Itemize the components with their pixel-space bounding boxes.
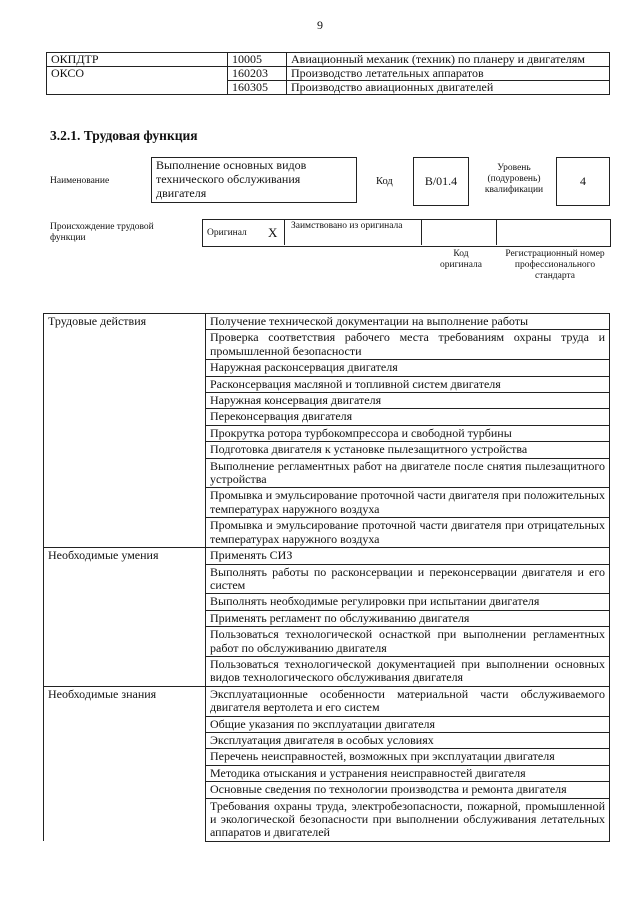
requirement-item: Получение технической документации на выполнение работы xyxy=(206,314,610,330)
requirement-item: Промывка и эмульсирование проточной части двигателя при отрицательных температурах наружного воздуха xyxy=(206,518,610,548)
divider xyxy=(496,219,497,245)
name-label: Наименование xyxy=(50,176,110,186)
requirement-item: Перечень неисправностей, возможных при эксплуатации двигателя xyxy=(206,749,610,765)
reg-number-label: Регистрационный номер профессионального стандарта xyxy=(505,249,605,281)
category-label: Необходимые знания xyxy=(44,686,206,841)
requirement-item: Пользоваться технологической документацией при выполнении основных видов технологического обслуживания двигателя xyxy=(206,656,610,686)
requirement-item: Выполнение регламентных работ на двигателе после снятия пылезащитного устройства xyxy=(206,458,610,488)
code-value: 10005 xyxy=(228,53,287,67)
table-row xyxy=(47,53,610,67)
borrowed-label: Заимствовано из оригинала xyxy=(291,221,403,231)
requirement-item: Применять СИЗ xyxy=(206,548,610,564)
category-label: Трудовые действия xyxy=(44,314,206,548)
requirement-item: Наружная консервация двигателя xyxy=(206,393,610,409)
function-code: B/01.4 xyxy=(413,157,469,206)
origin-label: Происхождение трудовой функции xyxy=(50,222,154,243)
requirement-item: Применять регламент по обслуживанию двигателя xyxy=(206,610,610,626)
table-row xyxy=(47,67,610,81)
requirement-item: Выполнять необходимые регулировки при испытании двигателя xyxy=(206,594,610,610)
requirement-item: Пользоваться технологической оснасткой при выполнении регламентных работ по обслуживанию двигателя xyxy=(206,627,610,657)
code-original-label: Код оригинала xyxy=(440,249,482,270)
category-label: Необходимые умения xyxy=(44,548,206,687)
original-label: Оригинал xyxy=(207,228,247,238)
code-type: ОКПДТР xyxy=(47,53,228,67)
code-name: Авиационный механик (техник) по планеру и двигателям xyxy=(287,53,610,67)
requirement-item: Промывка и эмульсирование проточной части двигателя при положительных температурах наружного воздуха xyxy=(206,488,610,518)
function-name: Выполнение основных видов технического обслуживания двигателя xyxy=(151,157,357,203)
requirement-item: Эксплуатационные особенности материальной части обслуживаемого двигателя вертолета и его систем xyxy=(206,686,610,716)
requirement-item: Прокрутка ротора турбокомпрессора и свободной турбины xyxy=(206,425,610,441)
code-label: Код xyxy=(376,176,393,187)
requirement-item: Наружная расконсервация двигателя xyxy=(206,360,610,376)
requirement-item: Проверка соответствия рабочего места требованиям охраны труда и промышленной безопасности xyxy=(206,330,610,360)
divider xyxy=(284,219,285,245)
original-mark: X xyxy=(268,225,278,240)
requirement-item: Методика отыскания и устранения неисправностей двигателя xyxy=(206,765,610,781)
requirement-item: Основные сведения по технологии производства и ремонта двигателя xyxy=(206,782,610,798)
requirement-item: Подготовка двигателя к установке пылезащитного устройства xyxy=(206,442,610,458)
table-row xyxy=(44,686,610,716)
code-name: Производство авиационных двигателей xyxy=(287,81,610,95)
page-number: 9 xyxy=(317,18,323,32)
function-details-table xyxy=(43,313,610,842)
section-title: 3.2.1. Трудовая функция xyxy=(50,128,198,143)
qualification-level: 4 xyxy=(556,157,610,206)
table-row xyxy=(44,314,610,330)
divider xyxy=(421,219,422,245)
code-name: Производство летательных аппаратов xyxy=(287,67,610,81)
code-type: ОКСО xyxy=(47,67,228,81)
requirement-item: Общие указания по эксплуатации двигателя xyxy=(206,716,610,732)
requirement-item: Выполнять работы по расконсервации и переконсервации двигателя и его систем xyxy=(206,564,610,594)
code-value: 160305 xyxy=(228,81,287,95)
classifier-codes-table xyxy=(46,52,610,95)
table-row xyxy=(44,548,610,564)
code-type xyxy=(47,81,228,95)
requirement-item: Переконсервация двигателя xyxy=(206,409,610,425)
requirement-item: Требования охраны труда, электробезопасности, пожарной, промышленной и экологической безопасности при выполнении обслуживания летательных аппаратов и двигателей xyxy=(206,798,610,841)
table-row xyxy=(47,81,610,95)
code-value: 160203 xyxy=(228,67,287,81)
requirement-item: Расконсервация масляной и топливной систем двигателя xyxy=(206,376,610,392)
requirement-item: Эксплуатация двигателя в особых условиях xyxy=(206,732,610,748)
level-label: Уровень (подуровень) квалификации xyxy=(484,163,544,195)
